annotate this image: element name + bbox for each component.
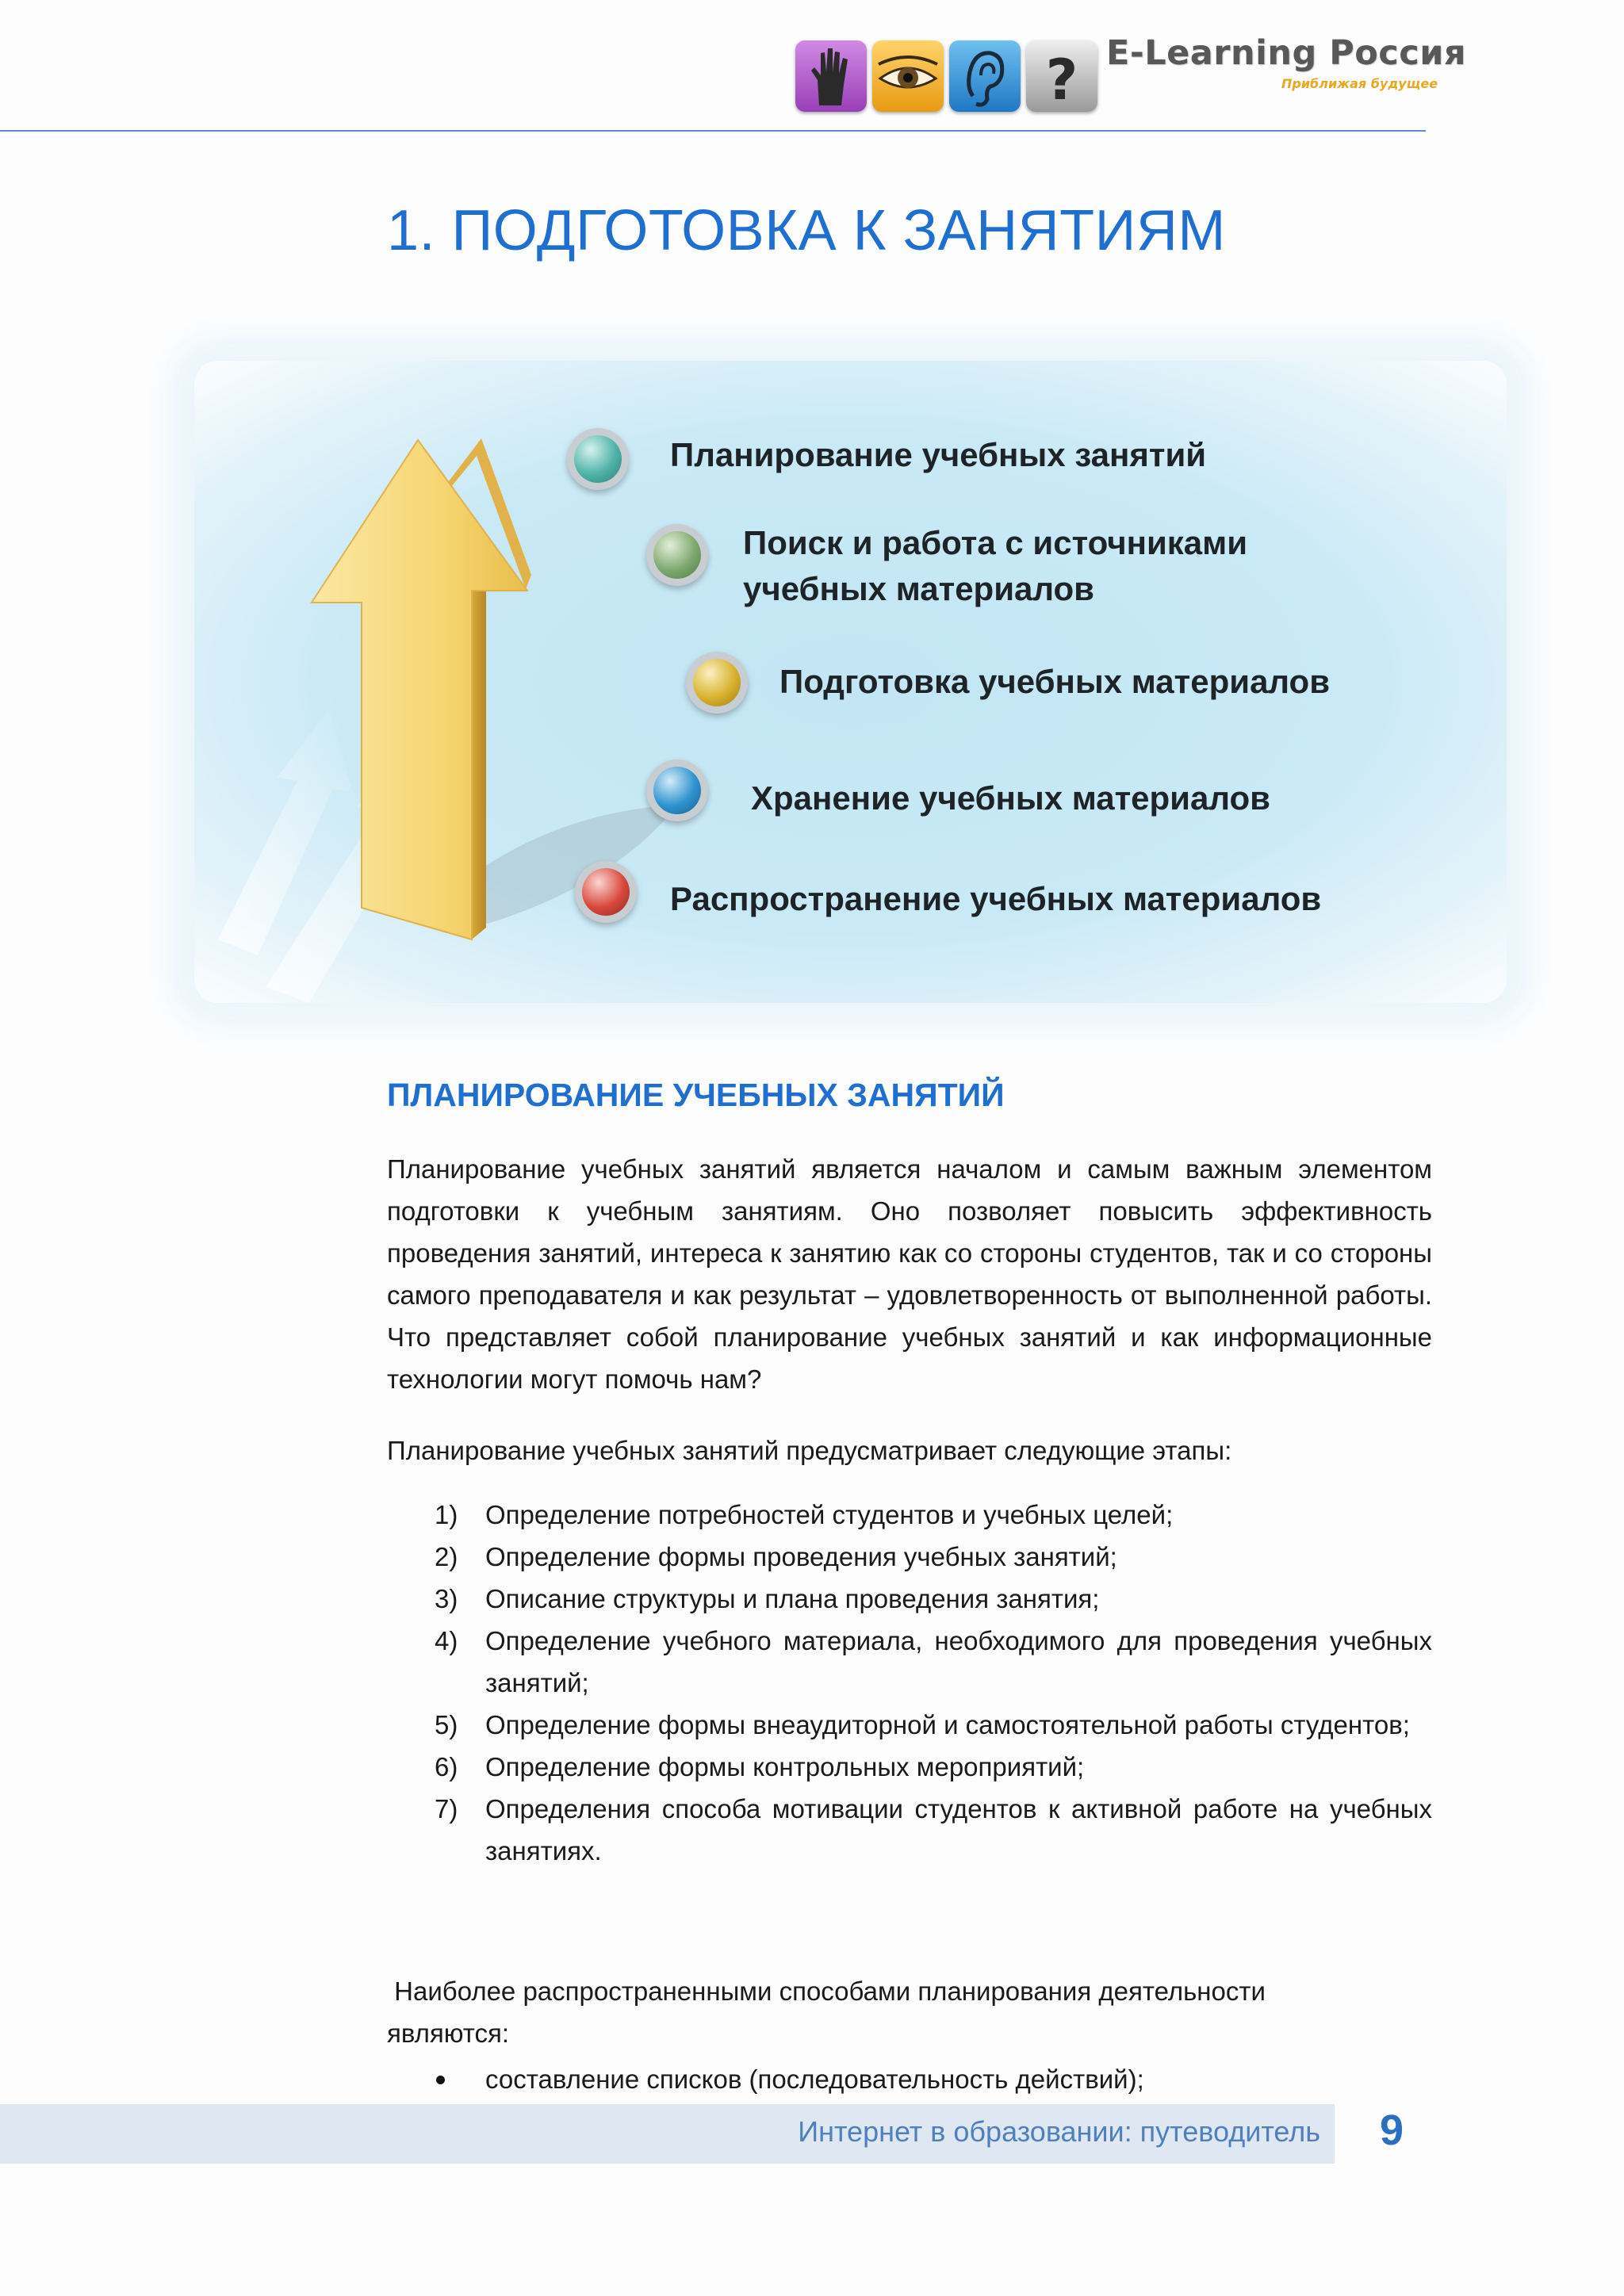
list-item (387, 1620, 1432, 1704)
brand-tagline: Приближая будущее (1281, 76, 1438, 91)
stage-bullet-icon (567, 428, 629, 490)
list-item-text: Определения способа мотивации студентов к активной работе на учебных занятиях. (485, 1794, 1432, 1866)
list-number: 1) (435, 1500, 458, 1529)
section-heading: ПЛАНИРОВАНИЕ УЧЕБНЫХ ЗАНЯТИЙ (387, 1077, 1005, 1113)
list-item-text: Определение формы контрольных мероприятий; (485, 1752, 1085, 1781)
list-item-text: Определение учебного материала, необходимого для проведения учебных занятий; (485, 1626, 1432, 1697)
list-number: 4) (435, 1626, 458, 1655)
stage-bullet-icon (646, 760, 708, 821)
list-number: 2) (435, 1542, 458, 1571)
list-item-text: Определение потребностей студентов и учебных целей; (485, 1500, 1174, 1529)
stage-search-line2: учебных материалов (743, 570, 1094, 607)
list-item (387, 1578, 1432, 1620)
stage-distribution: Распространение учебных материалов (670, 880, 1322, 917)
list-item-text: Определение формы проведения учебных занятий; (485, 1542, 1117, 1571)
hand-icon (795, 40, 867, 112)
page-number: 9 (1380, 2107, 1404, 2154)
bullet-icon (436, 2076, 445, 2084)
stage-search-line1: Поиск и работа с источниками (743, 524, 1248, 561)
stage-bullet-icon (575, 861, 637, 923)
stages-intro-paragraph: Планирование учебных занятий предусматривает следующие этапы: (387, 1436, 1232, 1465)
list-item-text: Описание структуры и плана проведения занятия; (485, 1584, 1100, 1613)
stage-planning: Планирование учебных занятий (670, 436, 1207, 473)
list-number: 6) (435, 1752, 458, 1781)
list-number: 3) (435, 1584, 458, 1613)
stage-preparation: Подготовка учебных материалов (779, 663, 1331, 700)
page-title: 1. ПОДГОТОВКА К ЗАНЯТИЯМ (387, 199, 1226, 262)
methods-paragraph: Наиболее распространенными способами планирования деятельности являются: (387, 1976, 1274, 2048)
list-item-text: составление списков (последовательность действий); (485, 2064, 1144, 2094)
list-item (387, 2058, 1432, 2100)
list-item (387, 1746, 1432, 1788)
eye-icon (872, 40, 944, 112)
stage-bullet-fill (574, 435, 622, 483)
list-item-text: Определение формы внеаудиторной и самостоятельной работы студентов; (485, 1710, 1410, 1739)
list-item (387, 1704, 1432, 1746)
list-item (387, 1494, 1432, 1536)
stage-storage: Хранение учебных материалов (751, 779, 1270, 817)
list-number: 7) (435, 1794, 458, 1823)
stage-bullet-icon (686, 652, 748, 714)
brand-name[interactable]: E-Learning Россия (1106, 33, 1466, 73)
planning-steps-list (387, 1494, 1432, 1872)
list-number: 5) (435, 1710, 458, 1739)
svg-text:?: ? (1045, 48, 1078, 112)
stage-bullet-icon (646, 524, 708, 586)
page-header (0, 0, 1624, 135)
header-divider (0, 130, 1426, 132)
preparation-stages-figure (170, 337, 1530, 1027)
intro-paragraph: Планирование учебных занятий является началом и самым важным элементом подготовки к учебным занятиям. Оно позволяет повысить эффективность проведения занятий, интереса к занятию как со стороны студентов, так и со стороны самого преподавателя и как результат – удовлетворенность от выполненной работы. Что представляет собой планирование учебных занятий и как информационные технологии могут помочь нам? (387, 1154, 1432, 1394)
list-item (387, 1536, 1432, 1578)
footer-title: Интернет в образовании: путеводитель (798, 2115, 1320, 2148)
methods-list (387, 2058, 1432, 2100)
question-icon (1026, 40, 1097, 112)
ear-icon (949, 40, 1021, 112)
list-item (387, 1788, 1432, 1872)
